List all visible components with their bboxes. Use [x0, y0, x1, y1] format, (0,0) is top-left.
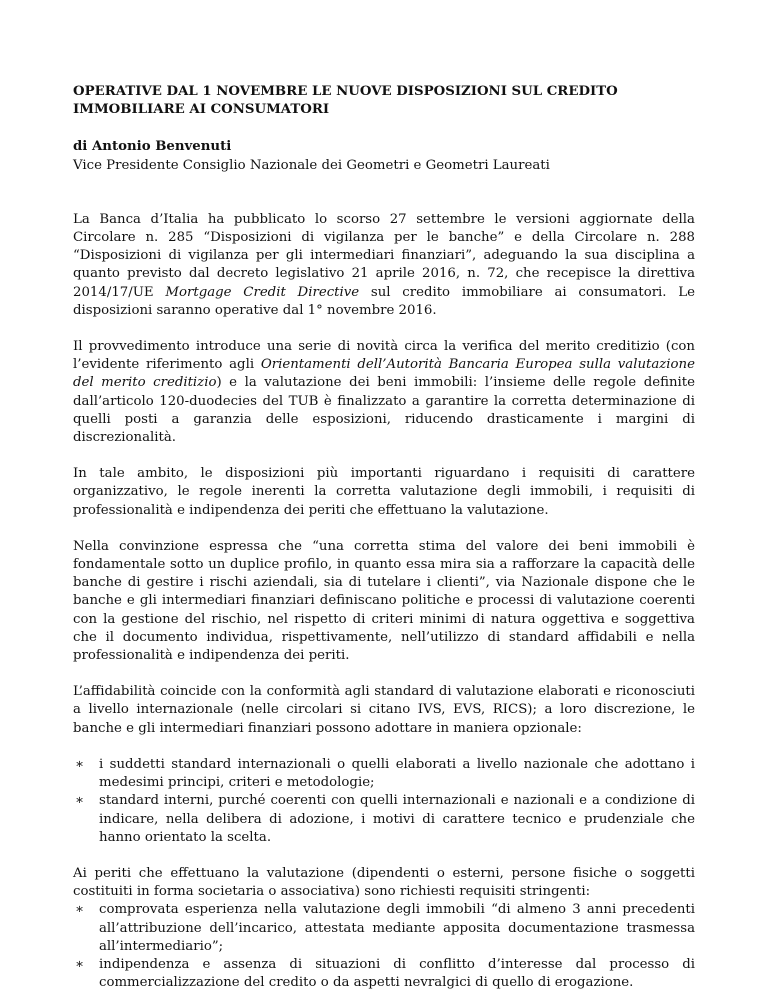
list-item-text: standard interni, purché coerenti con quelli internazionali e nazionali e a condizione di indicare, nella delibera di adozione, i motivi di carattere tecnico e prudenziale che hanno orientato la scelta. [99, 793, 695, 845]
standards-list [73, 756, 695, 847]
list-item [73, 792, 695, 847]
paragraph-1-text-a: La Banca d’Italia ha pubblicato lo scorso 27 settembre le versioni aggiornate della Circolare n. 285 “Disposizioni di vigilanza per le banche” e della Circolare n. 288 “Disposizioni di vigilanza per gli intermediari finanziari”, adeguando la sua disciplina a quanto previsto dal decreto legislativo 21 aprile 2016, n. 72, che recepisce la direttiva 2014/17/UE [73, 211, 695, 300]
list-item-text: indipendenza e assenza di situazioni di conflitto d’interesse dal processo di commercializzazione del credito o da aspetti nevralgici di quello di erogazione. [99, 956, 695, 991]
author-role: Vice Presidente Consiglio Nazionale dei Geometri e Geometri Laureati [73, 157, 550, 173]
author-name: di Antonio Benvenuti [73, 139, 232, 155]
document-title: OPERATIVE DAL 1 NOVEMBRE LE NUOVE DISPOSIZIONI SUL CREDITO IMMOBILIARE AI CONSUMATORI [73, 84, 618, 118]
list-item [73, 756, 695, 792]
paragraph-1-emphasis: Mortgage Credit Directive [165, 284, 360, 300]
paragraph-1-text-b: sul credito immobiliare ai consumatori. Le disposizioni saranno operative dal 1° novembre 2016. [73, 284, 695, 318]
requirements-list [73, 901, 695, 992]
asterisk-bullet-icon: ∗ [75, 756, 85, 772]
paragraph-2 [73, 338, 695, 447]
paragraph-5: L’affidabilità coincide con la conformità agli standard di valutazione elaborati e riconosciuti a livello internazionale (nelle circolari si citano IVS, EVS, RICS); a loro discrezione, le banche e gli intermediari finanziari possono adottare in maniera opzionale: [73, 684, 695, 736]
list-item [73, 956, 695, 992]
paragraph-3: In tale ambito, le disposizioni più importanti riguardano i requisiti di carattere organizzativo, le regole inerenti la corretta valutazione degli immobili, i requisiti di professionalità e indipendenza dei periti che effettuano la valutazione. [73, 466, 695, 518]
asterisk-bullet-icon: ∗ [75, 793, 85, 809]
paragraph-1 [73, 211, 695, 320]
paragraph-6: Ai periti che effettuano la valutazione (dipendenti o esterni, persone fisiche o soggetti costituiti in forma societaria o associativa) sono richiesti requisiti stringenti: [73, 865, 695, 900]
asterisk-bullet-icon: ∗ [75, 902, 85, 918]
paragraph-2-emphasis: Orientamenti dell’Autorità Bancaria Europea sulla valutazione del merito creditizio [73, 357, 695, 391]
list-item [73, 901, 695, 956]
list-item-text: comprovata esperienza nella valutazione degli immobili “di almeno 3 anni precedenti all’attribuzione dell’incarico, attestata mediante apposita documentazione trasmessa all’intermediario”; [99, 902, 695, 954]
paragraph-2-text-b: ) e la valutazione dei beni immobili: l’insieme delle regole definite dall’articolo 120-duodecies del TUB è finalizzato a garantire la corretta determinazione di quelli posti a garanzia delle esposizioni, riducendo drasticamente i margini di discrezionalità. [73, 375, 695, 446]
asterisk-bullet-icon: ∗ [75, 956, 85, 972]
list-item-text: i suddetti standard internazionali o quelli elaborati a livello nazionale che adottano i medesimi principi, criteri e metodologie; [99, 756, 695, 791]
paragraph-2-text-a: Il provvedimento introduce una serie di novità circa la verifica del merito creditizio (con l’evidente riferimento agli [73, 339, 695, 373]
paragraph-4: Nella convinzione espressa che “una corretta stima del valore dei beni immobili è fondamentale sotto un duplice profilo, in quanto essa mira sia a rafforzare la capacità delle banche di gestire i rischi aziendali, sia di tutelare i clienti”, via Nazionale dispone che le banche e gli intermediari finanziari definiscano politiche e processi di valutazione coerenti con la gestione del rischio, nel rispetto di criteri minimi di natura oggettiva e soggettiva che il documento individua, rispettivamente, nell’utilizzo di standard affidabili e nella professionalità e indipendenza dei periti. [73, 538, 695, 664]
